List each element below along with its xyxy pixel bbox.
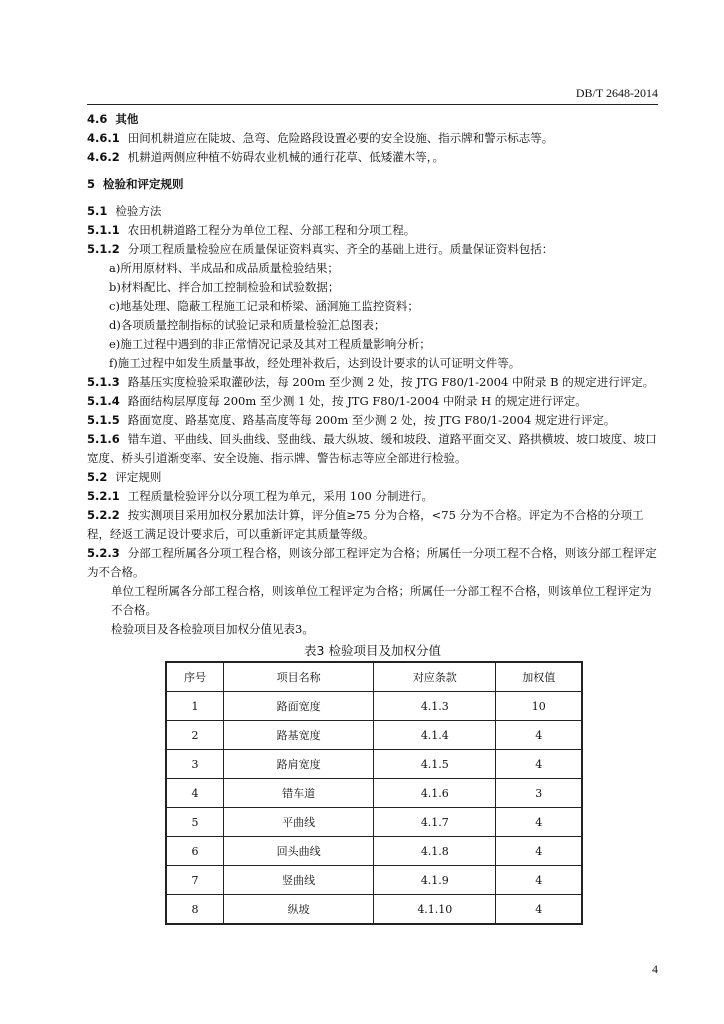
table-cell: 路基宽度 — [224, 721, 374, 750]
clause-5-1-2 — [87, 240, 658, 259]
clause-4-6-2 — [87, 148, 658, 167]
column-header: 加权值 — [496, 662, 582, 692]
table-cell: 4.1.9 — [374, 866, 496, 895]
table-cell: 纵坡 — [224, 895, 374, 925]
chapter-number: 5 — [87, 177, 96, 191]
clause-number: 5.1.3 — [87, 375, 120, 389]
table-cell: 4 — [496, 750, 582, 779]
table-caption: 表3 检验项目及加权分值 — [304, 643, 441, 658]
table-cell: 4.1.5 — [374, 750, 496, 779]
table-cell: 竖曲线 — [224, 866, 374, 895]
table-cell: 平曲线 — [224, 808, 374, 837]
clause-text: 机耕道两侧应种植不妨碍农业机械的通行花草、低矮灌木等，。 — [127, 150, 444, 164]
table-header-row — [166, 662, 582, 692]
clause-text: 工程质量检验评分以分项工程为单元，采用 100 分制进行。 — [127, 489, 434, 503]
clause-text: 错车道、平曲线、回头曲线、竖曲线、最大纵坡、缓和坡段、道路平面交叉、路拱横坡、坡口坡度、坡口宽度、桥头引道渐变率、安全设施、指示牌、警告标志等应全部进行检验。 — [87, 432, 657, 465]
list-item: a)所用原材料、半成品和成品质量检验结果； — [109, 261, 339, 275]
list-item: d)各项质量控制指标的试验记录和质量检验汇总图表； — [109, 318, 386, 332]
table-cell: 4.1.4 — [374, 721, 496, 750]
clause-number: 5.1.2 — [87, 242, 120, 256]
table-cell: 4 — [166, 779, 224, 808]
section-title: 其他 — [115, 112, 139, 126]
list-item: b)材料配比、拌合加工控制检验和试验数据； — [109, 280, 340, 294]
section-number: 5.2 — [87, 470, 108, 484]
section-4-6-heading — [87, 110, 658, 129]
list-item: e)施工过程中遇到的非正常情况记录及其对工程质量影响分析； — [109, 337, 431, 351]
table-cell: 回头曲线 — [224, 837, 374, 866]
paragraph-unit-rule: 单位工程所属各分部工程合格，则该单位工程评定为合格；所属任一分部工程不合格，则该单位工程评定为不合格。 — [111, 584, 652, 617]
table-cell: 3 — [166, 750, 224, 779]
table-cell: 10 — [496, 692, 582, 721]
table-cell: 4 — [496, 866, 582, 895]
clause-text: 路面宽度、路基宽度、路基高度等每 200m 至少测 2 处，按 JTG F80/1-2004 规定进行评定。 — [127, 413, 616, 427]
list-item: c)地基处理、隐蔽工程施工记录和桥梁、涵洞施工监控资料； — [109, 299, 419, 313]
table-cell: 路肩宽度 — [224, 750, 374, 779]
paragraph-table-reference: 检验项目及各检验项目加权分值见表3。 — [111, 622, 314, 636]
page-content — [87, 110, 658, 925]
column-header: 序号 — [166, 662, 224, 692]
table-cell: 4 — [496, 808, 582, 837]
clause-text: 田间机耕道应在陡坡、急弯、危险路段设置必要的安全设施、指示牌和警示标志等。 — [127, 131, 554, 145]
standard-code: DB/T 2648-2014 — [575, 86, 658, 100]
list-item: f)施工过程中如发生质量事故，经处理补救后，达到设计要求的认可证明文件等。 — [109, 356, 521, 370]
table-row — [166, 808, 582, 837]
table-cell: 6 — [166, 837, 224, 866]
section-title: 检验方法 — [115, 204, 162, 218]
clause-number: 5.2.3 — [87, 546, 120, 560]
chapter-5-heading — [87, 175, 658, 194]
table-cell: 3 — [496, 779, 582, 808]
clause-5-1-4 — [87, 392, 658, 411]
table-cell: 4 — [496, 895, 582, 925]
clause-number: 4.6.2 — [87, 150, 120, 164]
section-5-1-heading — [87, 202, 658, 221]
table-row — [166, 837, 582, 866]
section-number: 5.1 — [87, 204, 108, 218]
table-row — [166, 750, 582, 779]
clause-number: 5.1.6 — [87, 432, 120, 446]
clause-5-2-1 — [87, 487, 658, 506]
column-header: 对应条款 — [374, 662, 496, 692]
table-cell: 1 — [166, 692, 224, 721]
table-row — [166, 692, 582, 721]
chapter-title: 检验和评定规则 — [103, 177, 184, 191]
weight-table — [165, 661, 583, 925]
clause-5-2-2 — [87, 506, 658, 544]
clause-5-1-5 — [87, 411, 658, 430]
clause-number: 5.1.5 — [87, 413, 120, 427]
clause-5-2-3 — [87, 544, 658, 582]
table-row — [166, 866, 582, 895]
clause-number: 4.6.1 — [87, 131, 120, 145]
table-cell: 4.1.7 — [374, 808, 496, 837]
table-cell: 4 — [496, 837, 582, 866]
table-cell: 7 — [166, 866, 224, 895]
clause-text: 路基压实度检验采取灌砂法，每 200m 至少测 2 处，按 JTG F80/1-2004 中附录 B 的规定进行评定。 — [127, 375, 655, 389]
clause-5-1-1 — [87, 221, 658, 240]
table-cell: 4.1.6 — [374, 779, 496, 808]
table-row — [166, 895, 582, 925]
clause-number: 5.1.4 — [87, 394, 120, 408]
clause-text: 按实测项目采用加权分累加法计算，评分值≥75 分为合格，<75 分为不合格。评定为不合格的分项工程，经返工满足设计要求后，可以重新评定其质量等级。 — [87, 508, 644, 541]
table-cell: 错车道 — [224, 779, 374, 808]
section-title: 评定规则 — [115, 470, 162, 484]
table-cell: 4.1.8 — [374, 837, 496, 866]
table-cell: 8 — [166, 895, 224, 925]
section-number: 4.6 — [87, 112, 108, 126]
table-cell: 4.1.10 — [374, 895, 496, 925]
clause-4-6-1 — [87, 129, 658, 148]
column-header: 项目名称 — [224, 662, 374, 692]
clause-number: 5.2.1 — [87, 489, 120, 503]
table-cell: 4.1.3 — [374, 692, 496, 721]
table-row — [166, 721, 582, 750]
table-cell: 2 — [166, 721, 224, 750]
header-rule — [87, 104, 658, 105]
clause-text: 农田机耕道路工程分为单位工程、分部工程和分项工程。 — [127, 223, 416, 237]
clause-5-1-3 — [87, 373, 658, 392]
clause-text: 分项工程质量检验应在质量保证资料真实、齐全的基础上进行。质量保证资料包括： — [127, 242, 554, 256]
clause-number: 5.1.1 — [87, 223, 120, 237]
section-5-2-heading — [87, 468, 658, 487]
page-number: 4 — [652, 962, 658, 976]
table-cell: 4 — [496, 721, 582, 750]
clause-number: 5.2.2 — [87, 508, 120, 522]
clause-text: 路面结构层厚度每 200m 至少测 1 处，按 JTG F80/1-2004 中附录 H 的规定进行评定。 — [127, 394, 587, 408]
table-row — [166, 779, 582, 808]
table-cell: 路面宽度 — [224, 692, 374, 721]
clause-text: 分部工程所属各分项工程合格，则该分部工程评定为合格；所属任一分项工程不合格，则该分部工程评定为不合格。 — [87, 546, 657, 579]
table-cell: 5 — [166, 808, 224, 837]
clause-5-1-6 — [87, 430, 658, 468]
